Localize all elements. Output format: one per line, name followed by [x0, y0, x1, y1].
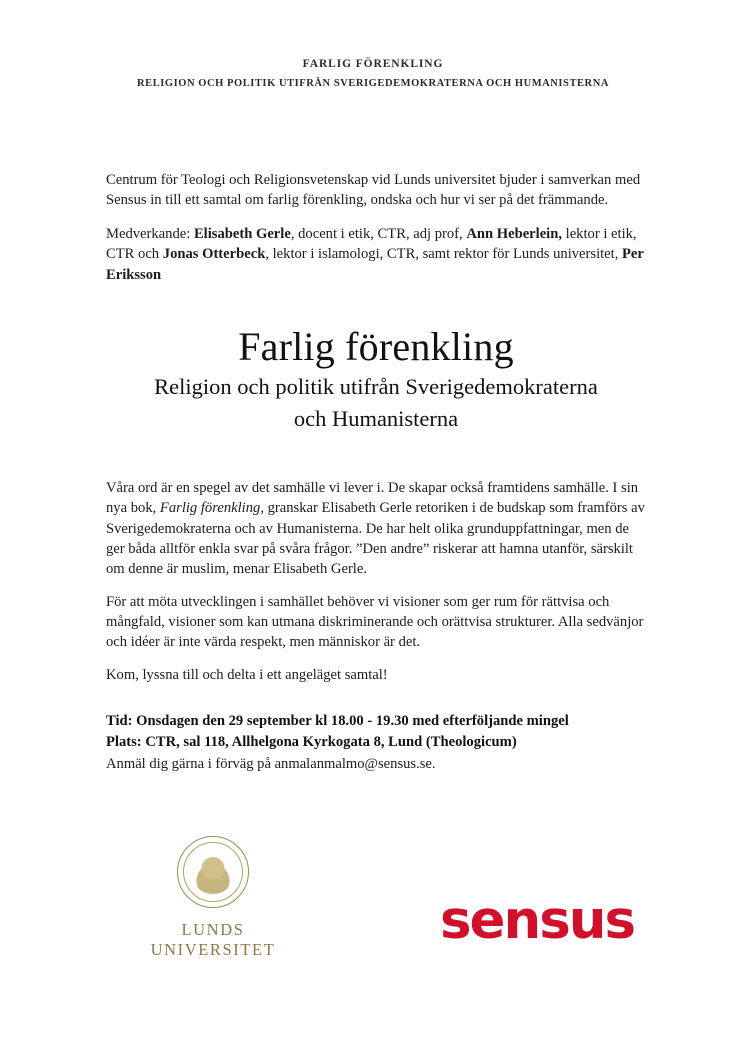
lund-university-seal-icon — [177, 836, 249, 908]
running-header-subtitle: RELIGION OCH POLITIK UTIFRÅN SVERIGEDEMOKRATERNA OCH HUMANISTERNA — [137, 78, 609, 89]
lund-university-logo — [118, 836, 308, 960]
participants-mid-1: , docent i etik, CTR, adj prof, — [290, 226, 467, 243]
page-subtitle-line-1: Religion och politik utifrån Sverigedemokraterna — [154, 374, 598, 400]
page-subtitle-line-2: och Humanisterna — [293, 405, 459, 431]
document-body — [106, 170, 646, 775]
body-paragraph-1 — [106, 478, 646, 579]
participant-name-4: Per Eriksson — [106, 246, 644, 283]
title-block — [106, 325, 646, 433]
event-registration: Anmäl dig gärna i förväg på anmalanmalmo@sensus.se. — [106, 755, 436, 772]
event-time: Tid: Onsdagen den 29 september kl 18.00 - 19.30 med efterföljande mingel — [106, 713, 569, 730]
body-paragraph-1-part-a: Våra ord är en spegel av det samhälle vi lever i. De skapar också framtidens samhälle. I sin nya bok, — [106, 480, 639, 517]
practical-info — [106, 711, 646, 774]
participants-paragraph — [106, 224, 646, 284]
logo-row — [0, 836, 746, 976]
page-title: Farlig förenkling — [238, 323, 514, 369]
body-paragraph-3: Kom, lyssna till och delta i ett angeläget samtal! — [106, 667, 388, 684]
event-place: Plats: CTR, sal 118, Allhelgona Kyrkogata 8, Lund (Theologicum) — [106, 734, 517, 751]
participants-prefix: Medverkande: — [106, 226, 194, 243]
participant-name-1: Elisabeth Gerle — [193, 226, 291, 243]
lund-university-wordmark: LUNDS UNIVERSITET — [150, 920, 276, 959]
participant-name-3: Jonas Otterbeck — [162, 246, 266, 263]
body-paragraph-1-part-b: , granskar Elisabeth Gerle retoriken i de budskap som framförs av Sverigedemokraterna och av Humanisterna. De har helt olika grunduppfattningar, men de ger båda alltför enkla svar på svåra frågor. ”Den andre” riskerar att hamna utanför, särskilt om denne är muslim, menar Elisabeth Gerle. — [106, 500, 645, 577]
book-title-italic: Farlig förenkling — [159, 500, 261, 517]
running-header-title: FARLIG FÖRENKLING — [302, 58, 444, 70]
running-header — [0, 0, 746, 89]
seal-ring-text — [178, 837, 248, 907]
body-paragraph-2: För att möta utvecklingen i samhället behöver vi visioner som ger rum för rättvisa och mångfald, visioner som kan utmana diskriminerande och orättvisa strukturer. Alla sedvänjor och idéer är inte värda respekt, men människor är det. — [106, 593, 644, 651]
intro-paragraph: Centrum för Teologi och Religionsvetenskap vid Lunds universitet bjuder i samverkan med Sensus in till ett samtal om farlig förenkling, ondska och hur vi ser på det främmande. — [106, 172, 641, 209]
participants-mid-3: , lektor i islamologi, CTR, samt rektor för Lunds universitet, — [265, 246, 623, 263]
participant-name-2: Ann Heberlein, — [466, 226, 562, 243]
sensus-logo: sensus — [440, 890, 635, 951]
participants-mid-2: lektor i etik, CTR och — [106, 226, 637, 263]
seal-inner-emblem — [191, 850, 235, 894]
